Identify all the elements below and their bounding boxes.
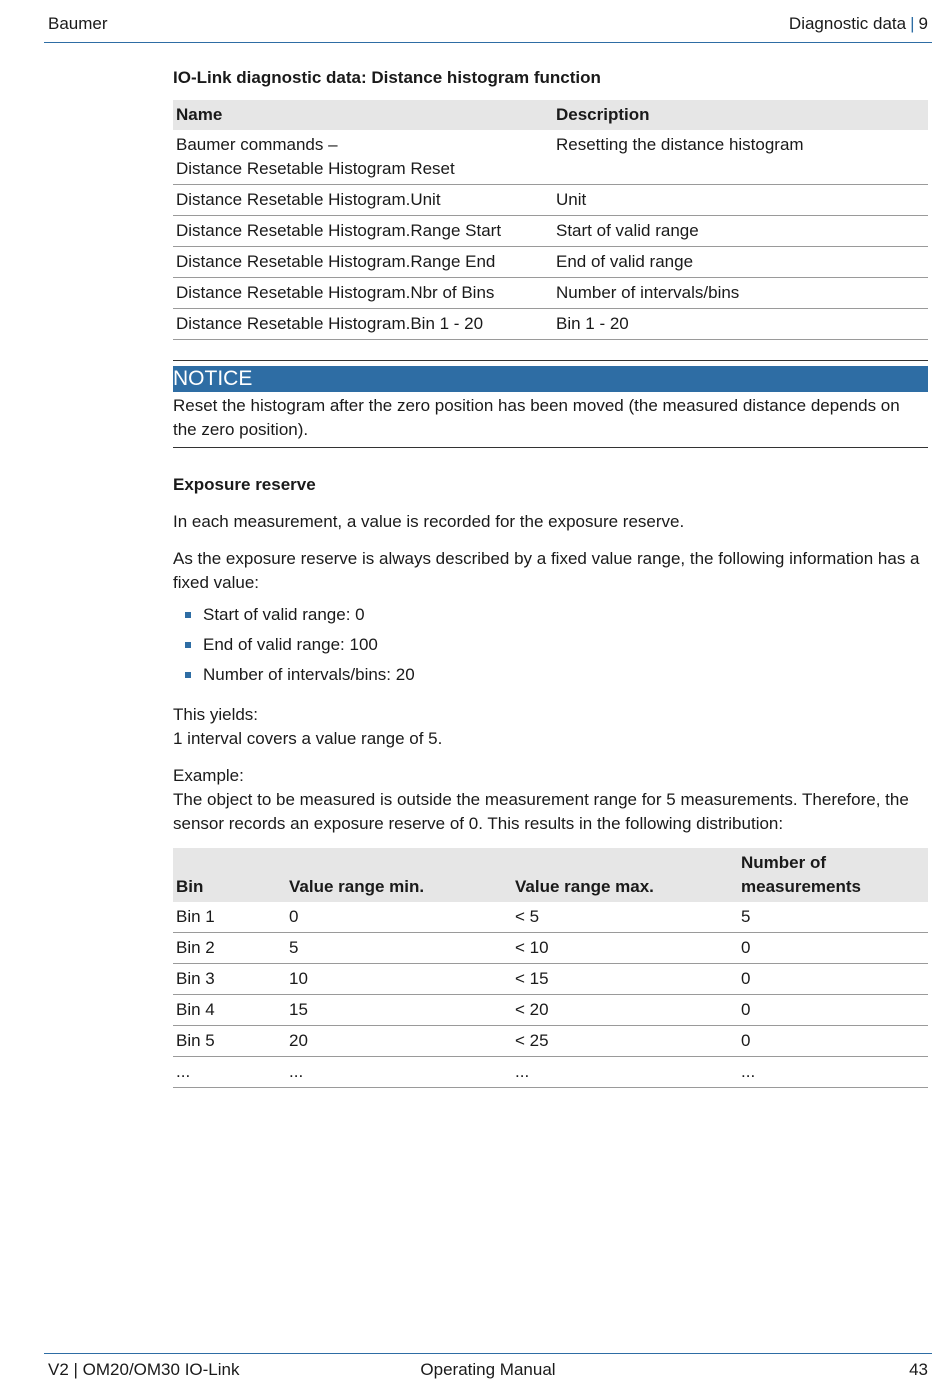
cell-max: ... (512, 1057, 738, 1088)
table-row (173, 933, 928, 964)
notice-box (173, 360, 928, 448)
cell-name-line: Distance Resetable Histogram Reset (176, 159, 455, 178)
table-row (173, 902, 928, 933)
histogram-table (173, 100, 928, 340)
cell-min: 15 (286, 995, 512, 1026)
cell-min: 0 (286, 902, 512, 933)
column-header-description: Description (553, 100, 928, 130)
cell-description: End of valid range (553, 247, 928, 278)
section-title: Diagnostic data (788, 14, 907, 33)
list-item: Number of intervals/bins: 20 (173, 660, 928, 690)
cell-description: Start of valid range (553, 216, 928, 247)
table-row (173, 216, 928, 247)
column-header-min: Value range min. (286, 848, 512, 902)
cell-max: < 20 (512, 995, 738, 1026)
page-footer (44, 1353, 932, 1384)
paragraph-line: This yields: (173, 705, 259, 724)
cell-max: < 25 (512, 1026, 738, 1057)
cell-count: 0 (738, 964, 928, 995)
cell-count: ... (738, 1057, 928, 1088)
list-item: End of valid range: 100 (173, 630, 928, 660)
paragraph: In each measurement, a value is recorded for the exposure reserve. (173, 512, 685, 531)
cell-description: Number of intervals/bins (553, 278, 928, 309)
cell-min: ... (286, 1057, 512, 1088)
section-title-exposure: Exposure reserve (173, 475, 316, 494)
cell-name-line: Baumer commands – (176, 135, 338, 154)
chapter-number: 9 (918, 14, 928, 33)
cell-description: Bin 1 - 20 (553, 309, 928, 340)
paragraph: As the exposure reserve is always described by a fixed value range, the following information has a fixed value: (173, 549, 920, 592)
page-header (44, 10, 932, 43)
table-row (173, 1026, 928, 1057)
paragraph-line: Example: (173, 766, 244, 785)
table-row (173, 130, 928, 185)
bullet-list (173, 600, 928, 690)
table-row (173, 995, 928, 1026)
header-separator: | (910, 14, 915, 33)
table-row (173, 247, 928, 278)
cell-count: 0 (738, 933, 928, 964)
cell-bin: Bin 2 (173, 933, 286, 964)
cell-description: Unit (553, 185, 928, 216)
cell-count: 0 (738, 995, 928, 1026)
page-content (173, 66, 928, 1088)
cell-count: 0 (738, 1026, 928, 1057)
cell-count: 5 (738, 902, 928, 933)
cell-name (173, 130, 553, 185)
cell-max: < 15 (512, 964, 738, 995)
cell-max: < 5 (512, 902, 738, 933)
list-item: Start of valid range: 0 (173, 600, 928, 630)
distribution-table (173, 848, 928, 1088)
footer-version: V2 | OM20/OM30 IO-Link (48, 1360, 240, 1379)
table-row (173, 309, 928, 340)
header-section (789, 14, 928, 34)
cell-bin: ... (173, 1057, 286, 1088)
column-header-max: Value range max. (512, 848, 738, 902)
table-row (173, 278, 928, 309)
notice-text: Reset the histogram after the zero position has been moved (the measured distance depends on the zero position). (173, 396, 900, 439)
paragraph-line: 1 interval covers a value range of 5. (173, 729, 443, 748)
cell-name: Distance Resetable Histogram.Bin 1 - 20 (173, 309, 553, 340)
cell-min: 10 (286, 964, 512, 995)
footer-doc-type: Operating Manual (420, 1360, 556, 1379)
table-row (173, 185, 928, 216)
column-header-count: Number of measurements (738, 848, 928, 902)
histogram-table-title: IO-Link diagnostic data: Distance histogram function (173, 68, 601, 87)
cell-description: Resetting the distance histogram (553, 130, 928, 185)
cell-bin: Bin 5 (173, 1026, 286, 1057)
cell-bin: Bin 1 (173, 902, 286, 933)
table-header-row (173, 100, 928, 130)
column-header-bin: Bin (173, 848, 286, 902)
cell-bin: Bin 4 (173, 995, 286, 1026)
table-row (173, 1057, 928, 1088)
table-row (173, 964, 928, 995)
page-number: 43 (909, 1360, 928, 1379)
cell-min: 20 (286, 1026, 512, 1057)
table-header-row (173, 848, 928, 902)
notice-title: NOTICE (173, 366, 928, 392)
paragraph (173, 703, 928, 751)
column-header-name: Name (173, 100, 553, 130)
paragraph-line: The object to be measured is outside the measurement range for 5 measurements. Therefore, the sensor records an exposure reserve of 0. This results in the following distribution: (173, 790, 909, 833)
cell-name: Distance Resetable Histogram.Range End (173, 247, 553, 278)
cell-name: Distance Resetable Histogram.Unit (173, 185, 553, 216)
cell-name: Distance Resetable Histogram.Nbr of Bins (173, 278, 553, 309)
brand-name: Baumer (48, 14, 108, 33)
cell-bin: Bin 3 (173, 964, 286, 995)
cell-max: < 10 (512, 933, 738, 964)
cell-min: 5 (286, 933, 512, 964)
cell-name: Distance Resetable Histogram.Range Start (173, 216, 553, 247)
paragraph (173, 764, 928, 836)
